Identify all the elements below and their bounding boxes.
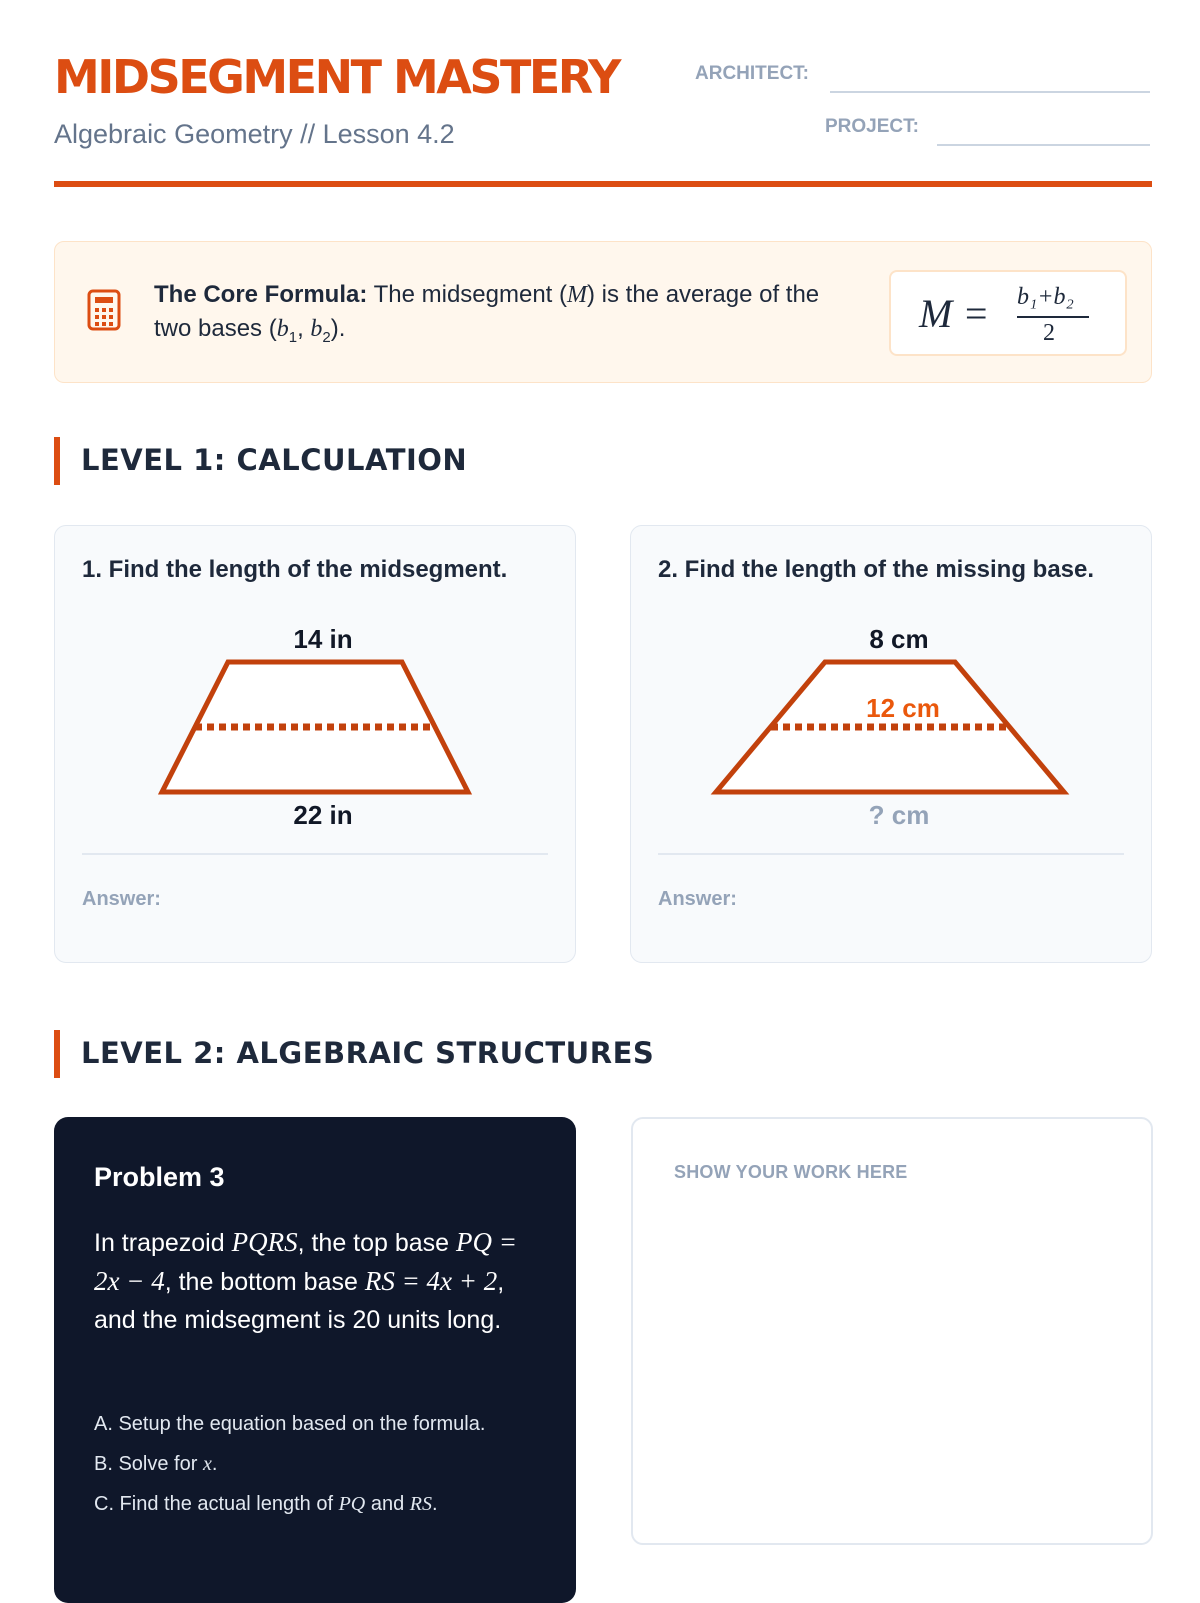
bottom-base-label: 22 in bbox=[293, 800, 353, 830]
formula-lead: The Core Formula: bbox=[154, 281, 368, 308]
project-field[interactable] bbox=[937, 144, 1150, 146]
problem-2-question: 2. Find the length of the missing base. bbox=[658, 556, 1095, 583]
problem-3-step-a: A. Setup the equation based on the formula. bbox=[94, 1413, 486, 1435]
trapezoid-shape bbox=[716, 662, 1064, 792]
calculator-icon bbox=[87, 289, 121, 331]
bottom-base-label: ? cm bbox=[868, 800, 930, 830]
problem-1-question: 1. Find the length of the midsegment. bbox=[82, 556, 508, 583]
problem-card-2 bbox=[630, 525, 1152, 963]
project-label: PROJECT: bbox=[825, 116, 919, 137]
midsegment-label: 12 cm bbox=[866, 693, 940, 723]
trapezoid-diagram-1 bbox=[55, 606, 575, 836]
problem-3-step-c: C. Find the actual length of PQ and RS. bbox=[94, 1493, 438, 1515]
work-area[interactable] bbox=[631, 1117, 1153, 1545]
formula-display bbox=[889, 270, 1127, 356]
level1-title: LEVEL 1: CALCULATION bbox=[81, 443, 468, 477]
formula-denominator: 2 bbox=[1043, 320, 1055, 346]
problem-3-title: Problem 3 bbox=[94, 1162, 225, 1192]
level2-title: LEVEL 2: ALGEBRAIC STRUCTURES bbox=[81, 1036, 655, 1070]
answer-divider bbox=[82, 853, 548, 855]
fraction-bar bbox=[1017, 316, 1089, 318]
top-base-label: 14 in bbox=[293, 624, 353, 654]
formula-lhs: M = bbox=[919, 291, 990, 336]
work-area-label: SHOW YOUR WORK HERE bbox=[674, 1162, 908, 1182]
answer-label: Answer: bbox=[82, 888, 161, 910]
problem-3-step-b: B. Solve for x. bbox=[94, 1453, 218, 1475]
var-m: M bbox=[567, 282, 587, 308]
problem-card-1 bbox=[54, 525, 576, 963]
problem-3-card bbox=[54, 1117, 576, 1603]
worksheet-subtitle: Algebraic Geometry // Lesson 4.2 bbox=[54, 119, 455, 149]
architect-label: ARCHITECT: bbox=[695, 63, 809, 84]
level2-marker bbox=[54, 1030, 60, 1078]
formula-numerator: b₁+b₂ bbox=[1017, 284, 1074, 310]
trapezoid-diagram-2 bbox=[631, 606, 1151, 836]
answer-divider bbox=[658, 853, 1124, 855]
level1-marker bbox=[54, 437, 60, 485]
worksheet-title: MIDSEGMENT MASTERY bbox=[54, 50, 619, 104]
answer-label: Answer: bbox=[658, 888, 737, 910]
top-base-label: 8 cm bbox=[869, 624, 929, 654]
header-divider bbox=[54, 181, 1152, 187]
core-formula-text: The Core Formula: The midsegment (M) is the average of the two bases ($b_1$, $b_2$). bbox=[154, 281, 820, 346]
architect-field[interactable] bbox=[830, 91, 1150, 93]
problem-3-statement: In trapezoid PQRS, the top base PQ = 2x − 4, the bottom base RS = 4x + 2, and the midsegment is 20 units long. bbox=[94, 1227, 517, 1334]
core-formula-box bbox=[54, 241, 1152, 383]
